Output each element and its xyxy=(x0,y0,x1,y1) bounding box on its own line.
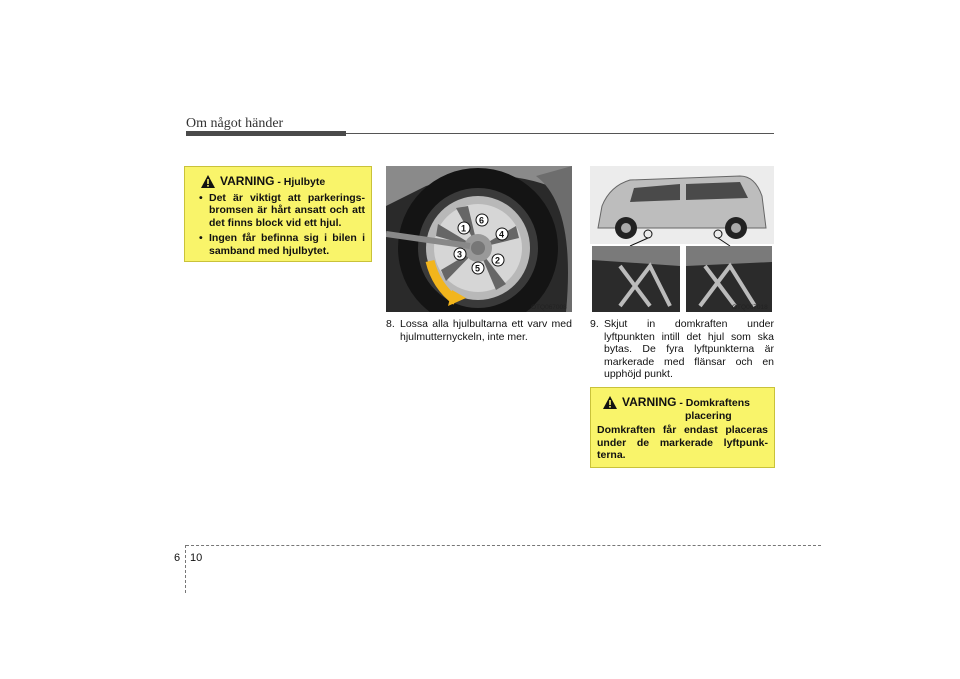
footer-divider xyxy=(185,545,186,593)
warning-subtitle: - Hjulbyte xyxy=(277,176,326,188)
figure-code: OTQ067008 xyxy=(531,304,567,311)
warning-label: VARNING xyxy=(622,395,677,409)
warning-box-jack-placement xyxy=(590,387,775,468)
step-9 xyxy=(590,318,774,381)
warning-body: Domkraften får endast placeras under de markerade lyftpunk-terna. xyxy=(597,424,768,461)
wheel-illustration xyxy=(386,166,572,312)
warning-label: VARNING xyxy=(220,174,275,188)
bolt-number: 2 xyxy=(495,255,501,266)
page-number: 10 xyxy=(190,552,203,564)
warning-bullet: • Det är viktigt att parkerings-bromsen är hårt ansatt och att det finns block vid ett hjul. xyxy=(193,192,365,230)
bolt-number: 3 xyxy=(457,249,463,260)
bolt-number: 5 xyxy=(475,263,481,274)
step-8 xyxy=(386,318,572,343)
warning-bullet: • Ingen får befinna sig i bilen i samband med hjulbytet. xyxy=(193,232,365,257)
wheel-photo xyxy=(386,166,572,312)
step-text: Lossa alla hjulbultarna ett varv med hjulmutternyckeln, inte mer. xyxy=(400,318,572,343)
footer-rule xyxy=(186,545,821,546)
bolt-number: 6 xyxy=(479,215,485,226)
warning-subtitle-line2: placering xyxy=(685,409,732,422)
warning-subtitle: - Domkraftens xyxy=(679,397,750,409)
warning-icon xyxy=(603,396,617,409)
step-number: 8. xyxy=(386,318,395,330)
warning-icon xyxy=(201,175,215,188)
figure-code: OTQ067018 xyxy=(732,304,768,311)
chapter-number: 6 xyxy=(174,552,181,564)
step-number: 9. xyxy=(590,318,599,330)
bolt-number: 1 xyxy=(461,223,467,234)
warning-box-wheel-change xyxy=(184,166,372,262)
title-rule xyxy=(346,133,774,134)
section-title: Om något händer xyxy=(186,116,284,131)
step-text: Skjut in domkraften under lyftpunkten intill det hjul som ska bytas. De fyra lyftpunkterna är markerade med flänsar och en upphöjd punkt. xyxy=(604,318,774,380)
bolt-number: 4 xyxy=(499,229,505,240)
title-bar xyxy=(186,131,346,136)
van-illustration xyxy=(590,166,774,312)
van-jack-photo xyxy=(590,166,774,312)
